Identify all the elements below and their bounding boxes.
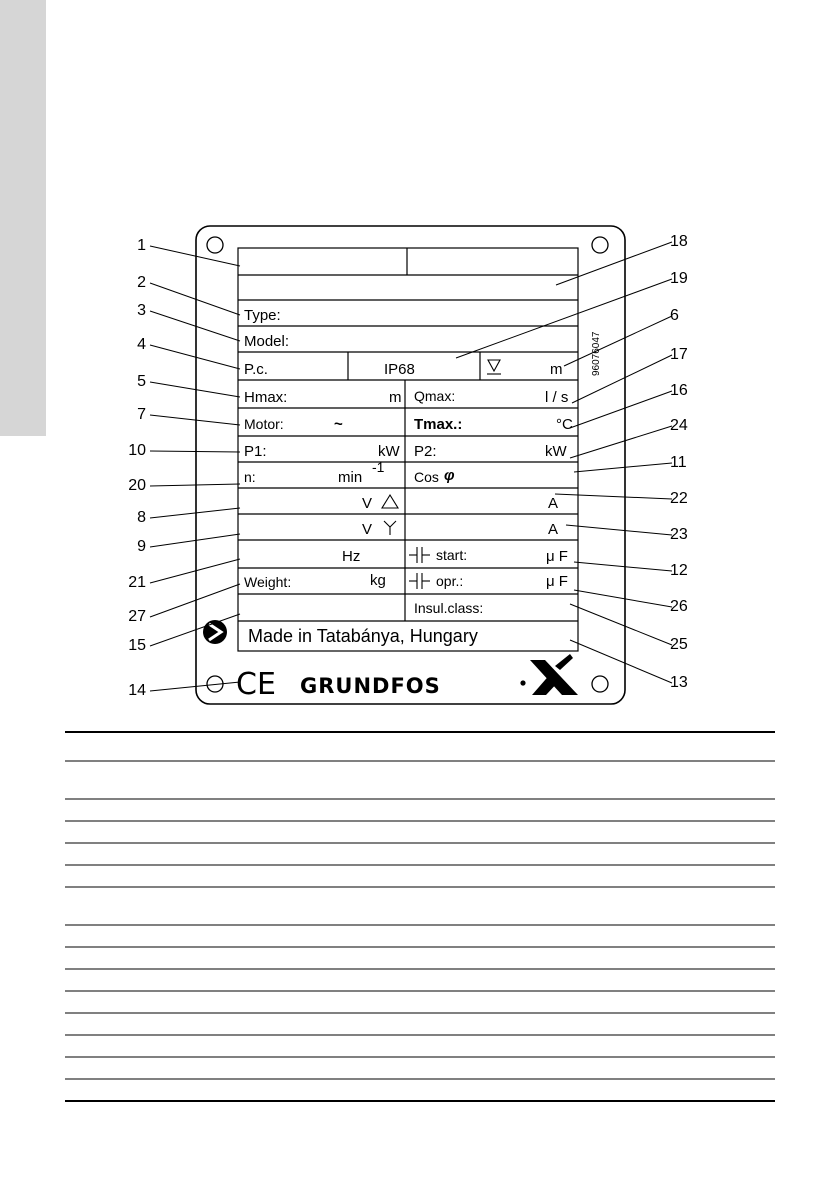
depth-unit: m xyxy=(550,361,563,378)
cos-label: Cos xyxy=(414,469,439,485)
tmax-label: Tmax.: xyxy=(414,416,463,433)
callout-number: 9 xyxy=(137,538,146,555)
callout-number: 25 xyxy=(670,636,688,653)
qmax-unit: l / s xyxy=(545,389,569,406)
callout-number: 20 xyxy=(128,477,146,494)
model-label: Model: xyxy=(244,333,290,350)
motor-symbol: ~ xyxy=(334,416,343,433)
voltage-delta-unit: V xyxy=(362,495,373,512)
callout-number: 6 xyxy=(670,307,679,324)
callout-number: 18 xyxy=(670,233,688,250)
ce-mark: CE xyxy=(236,667,276,702)
p2-unit: kW xyxy=(545,443,567,460)
current-delta-unit: A xyxy=(548,495,559,512)
capacitor-opr-label: opr.: xyxy=(436,573,464,589)
callout-number: 19 xyxy=(670,270,688,287)
callout-number: 17 xyxy=(670,346,688,363)
hmax-label: Hmax: xyxy=(244,389,288,406)
cos-phi: φ xyxy=(444,467,455,484)
callout-number: 15 xyxy=(128,637,146,654)
callout-number: 8 xyxy=(137,509,146,526)
insulation-class-label: Insul.class: xyxy=(414,600,484,616)
callout-number: 10 xyxy=(128,442,146,459)
callout-number: 23 xyxy=(670,526,688,543)
n-unit: min xyxy=(338,469,363,486)
type-label: Type: xyxy=(244,307,281,324)
qmax-label: Qmax: xyxy=(414,388,456,404)
callout-number: 2 xyxy=(137,274,146,291)
callout-number: 11 xyxy=(670,454,687,471)
left-callout-numbers xyxy=(128,237,146,699)
hmax-unit: m xyxy=(389,389,402,406)
callout-number: 5 xyxy=(137,373,146,390)
callout-number: 21 xyxy=(128,574,146,591)
tmax-unit: °C xyxy=(556,416,573,433)
callout-number: 7 xyxy=(137,406,146,423)
capacitor-start-unit: μ F xyxy=(546,548,568,565)
callout-number: 24 xyxy=(670,417,688,434)
callout-number: 22 xyxy=(670,490,688,507)
weight-unit: kg xyxy=(370,572,386,589)
capacitor-start-label: start: xyxy=(436,547,468,563)
voltage-star-unit: V xyxy=(362,521,373,538)
p1-label: P1: xyxy=(244,443,267,460)
approval-badge-icon xyxy=(203,620,227,644)
table-rule-lines xyxy=(65,732,775,1101)
frequency-unit: Hz xyxy=(342,548,361,565)
brand-dot xyxy=(520,680,525,685)
brand-logo-text: GRUNDFOS xyxy=(300,674,441,698)
n-label: n: xyxy=(244,469,256,485)
callout-number: 27 xyxy=(128,608,146,625)
callout-number: 4 xyxy=(137,336,146,353)
callout-number: 3 xyxy=(137,302,146,319)
ip-rating: IP68 xyxy=(384,361,415,378)
weight-label: Weight: xyxy=(244,574,292,590)
right-callout-numbers xyxy=(670,233,688,691)
callout-number: 1 xyxy=(137,237,146,254)
callout-number: 14 xyxy=(128,682,146,699)
drawing-number: 96076047 xyxy=(591,331,602,376)
callout-number: 12 xyxy=(670,562,688,579)
callout-number: 13 xyxy=(670,674,688,691)
callout-number: 16 xyxy=(670,382,688,399)
n-exponent: -1 xyxy=(372,459,385,475)
p1-unit: kW xyxy=(378,443,400,460)
parts-table xyxy=(65,731,775,1103)
motor-label: Motor: xyxy=(244,416,284,432)
callout-number: 26 xyxy=(670,598,688,615)
p2-label: P2: xyxy=(414,443,437,460)
made-in-text: Made in Tatabánya, Hungary xyxy=(248,626,478,646)
capacitor-opr-unit: μ F xyxy=(546,573,568,590)
current-star-unit: A xyxy=(548,521,559,538)
pc-label: P.c. xyxy=(244,361,268,378)
